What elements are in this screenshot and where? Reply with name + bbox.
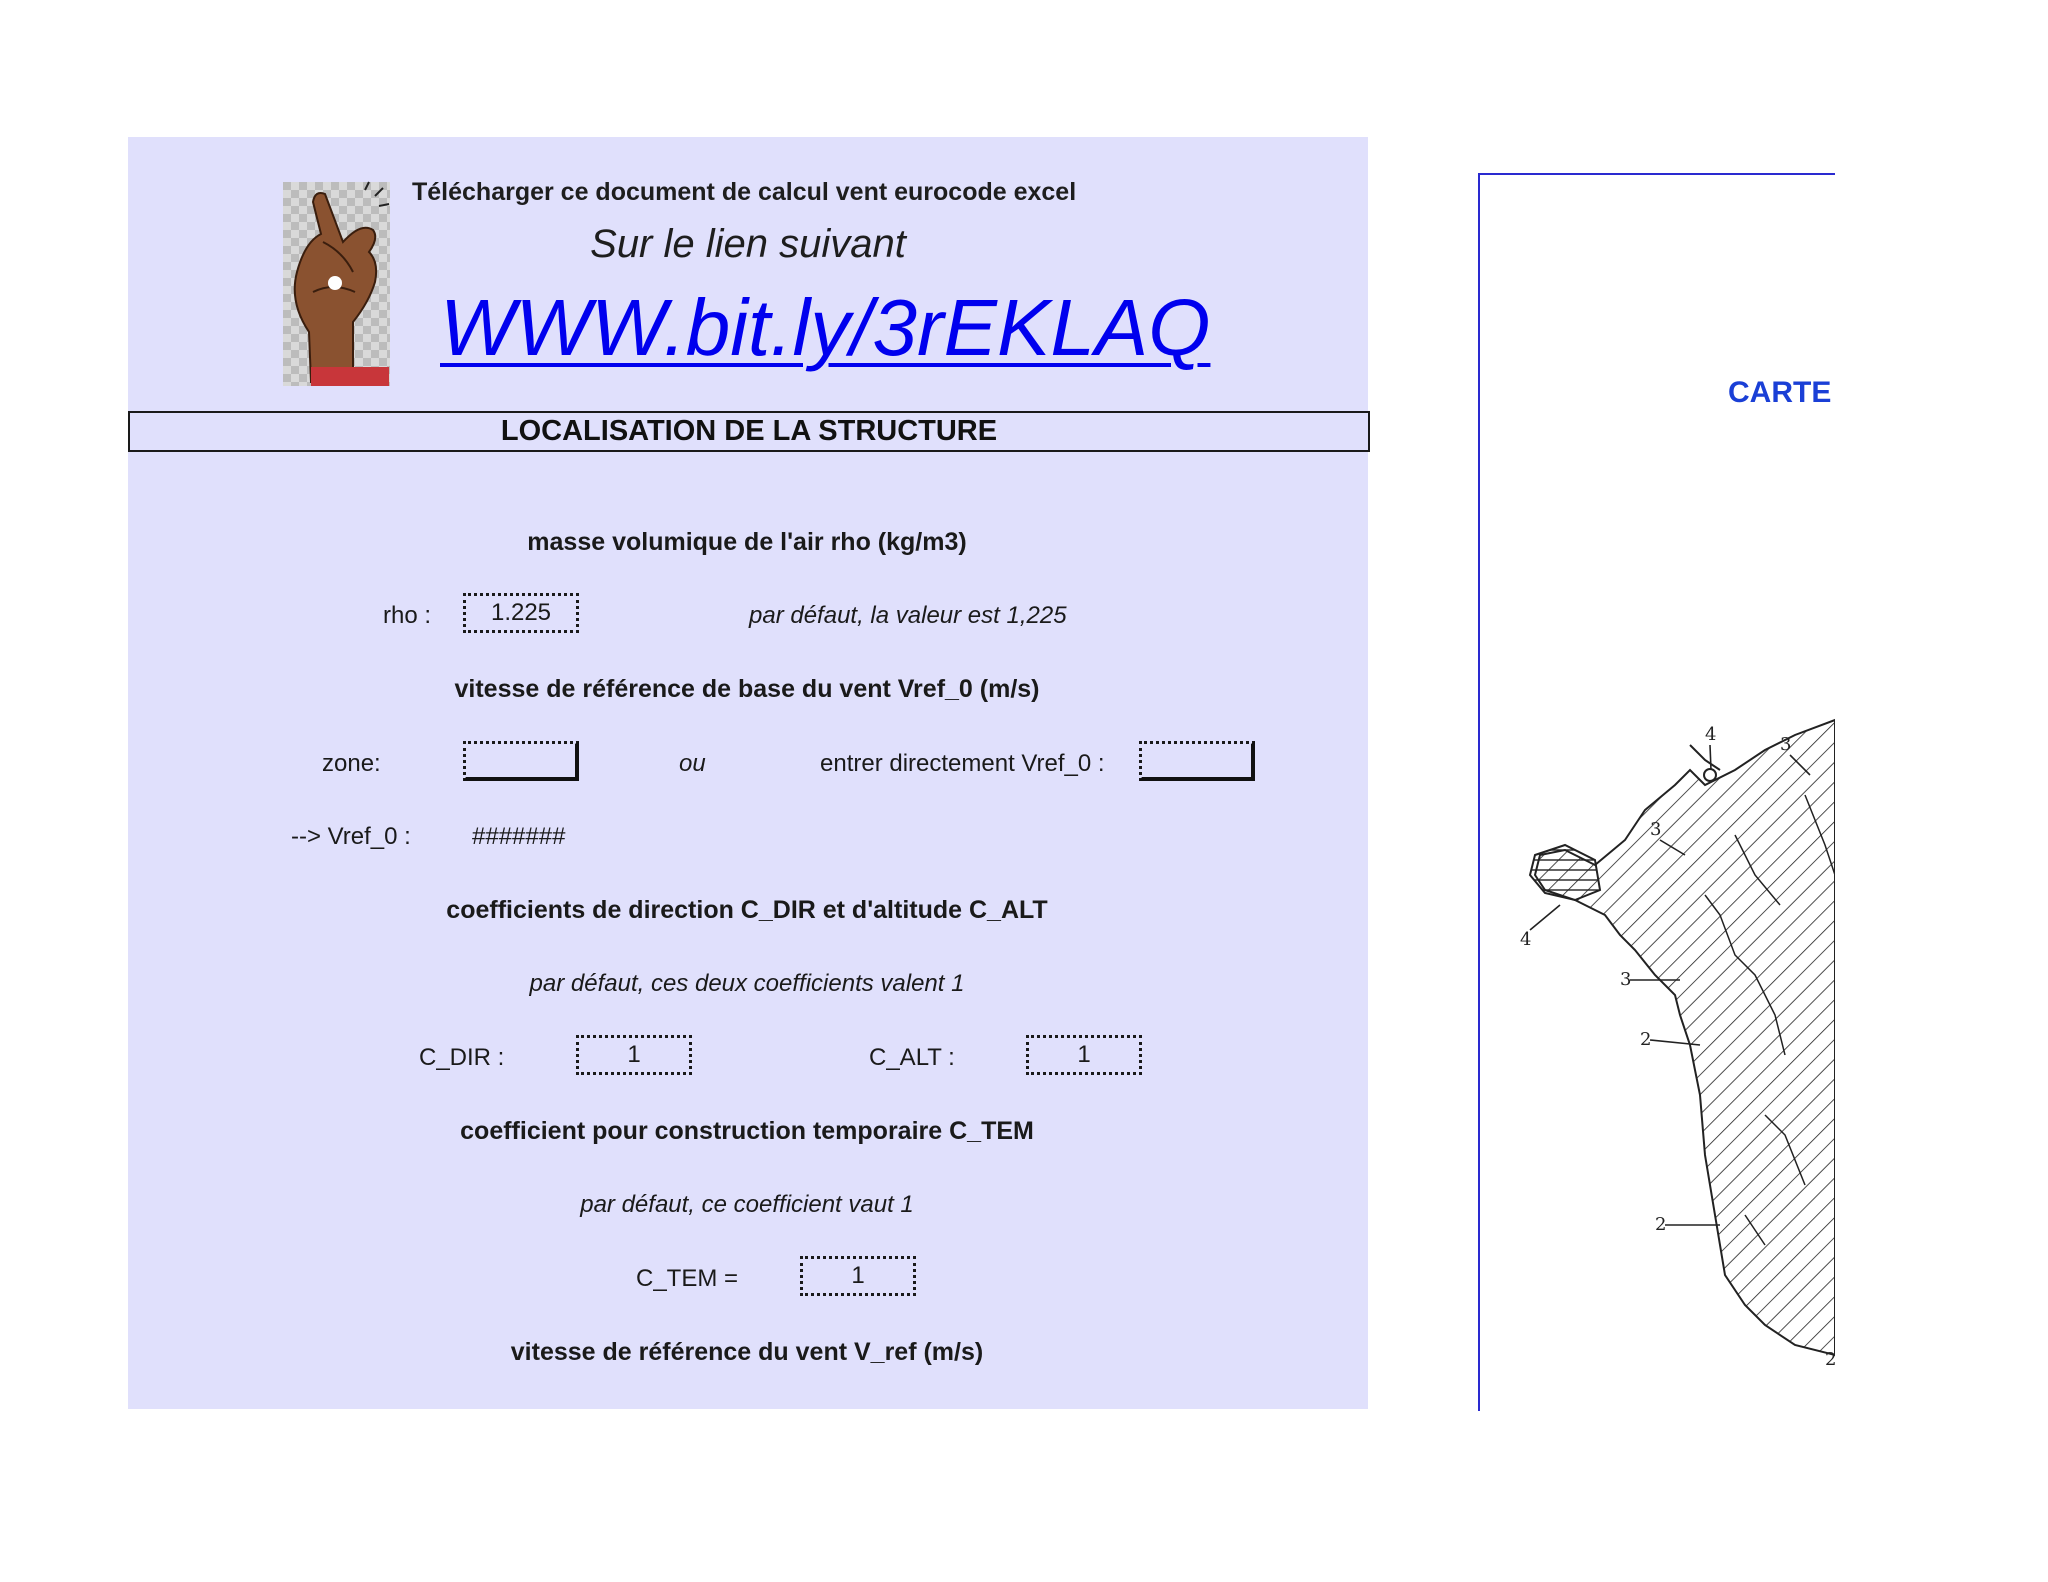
cdir-input[interactable]: 1 [576,1035,692,1075]
reference-wind-heading: vitesse de référence du vent V_ref (m/s) [510,1338,984,1366]
map-panel-title: CARTE [1728,376,1832,409]
coefficients-default-note: par défaut, ces deux coefficients valent 1 [529,970,965,997]
map-zone-label: 3 [1650,819,1662,840]
vref0-direct-label: entrer directement Vref_0 : [820,750,1105,777]
map-zone-label: 2 [1825,1349,1837,1370]
base-wind-heading: vitesse de référence de base du vent Vref_0 (m/s) [454,675,1040,703]
vref0-result-value: ####### [472,823,566,850]
rho-default-note: par défaut, la valeur est 1,225 [749,602,1067,629]
map-zone-label: 4 [1520,929,1532,950]
temporary-default-note: par défaut, ce coefficient vaut 1 [580,1191,914,1218]
map-zone-label: 2 [1640,1029,1652,1050]
snap-fingers-hand-icon [283,182,390,386]
map-zone-label: 3 [1620,969,1632,990]
zone-input[interactable] [463,741,579,781]
vref0-direct-input[interactable] [1139,741,1255,781]
download-link[interactable]: WWW.bit.ly/3rEKLAQ [440,283,1211,372]
link-subtitle: Sur le lien suivant [590,222,906,266]
download-caption: Télécharger ce document de calcul vent eurocode excel [412,178,1077,206]
map-zone-label: 2 [1655,1214,1667,1235]
temporary-heading: coefficient pour construction temporaire C_TEM [460,1117,1034,1145]
vref0-result-label: --> Vref_0 : [291,823,411,850]
cdir-label: C_DIR : [419,1044,505,1071]
air-density-heading: masse volumique de l'air rho (kg/m3) [527,528,967,556]
wind-zone-map [1505,715,1835,1375]
zone-label: zone: [322,750,381,777]
map-zone-label: 3 [1780,734,1792,755]
section-title: LOCALISATION DE LA STRUCTURE [128,411,1370,452]
rho-label: rho : [383,602,432,629]
or-text: ou [679,750,706,777]
coefficients-heading: coefficients de direction C_DIR et d'altitude C_ALT [446,896,1048,924]
rho-input[interactable]: 1.225 [463,593,579,633]
map-zone-label: 4 [1705,724,1717,745]
calt-input[interactable]: 1 [1026,1035,1142,1075]
ctem-input[interactable]: 1 [800,1256,916,1296]
ctem-label: C_TEM = [636,1265,739,1292]
calt-label: C_ALT : [869,1044,955,1071]
